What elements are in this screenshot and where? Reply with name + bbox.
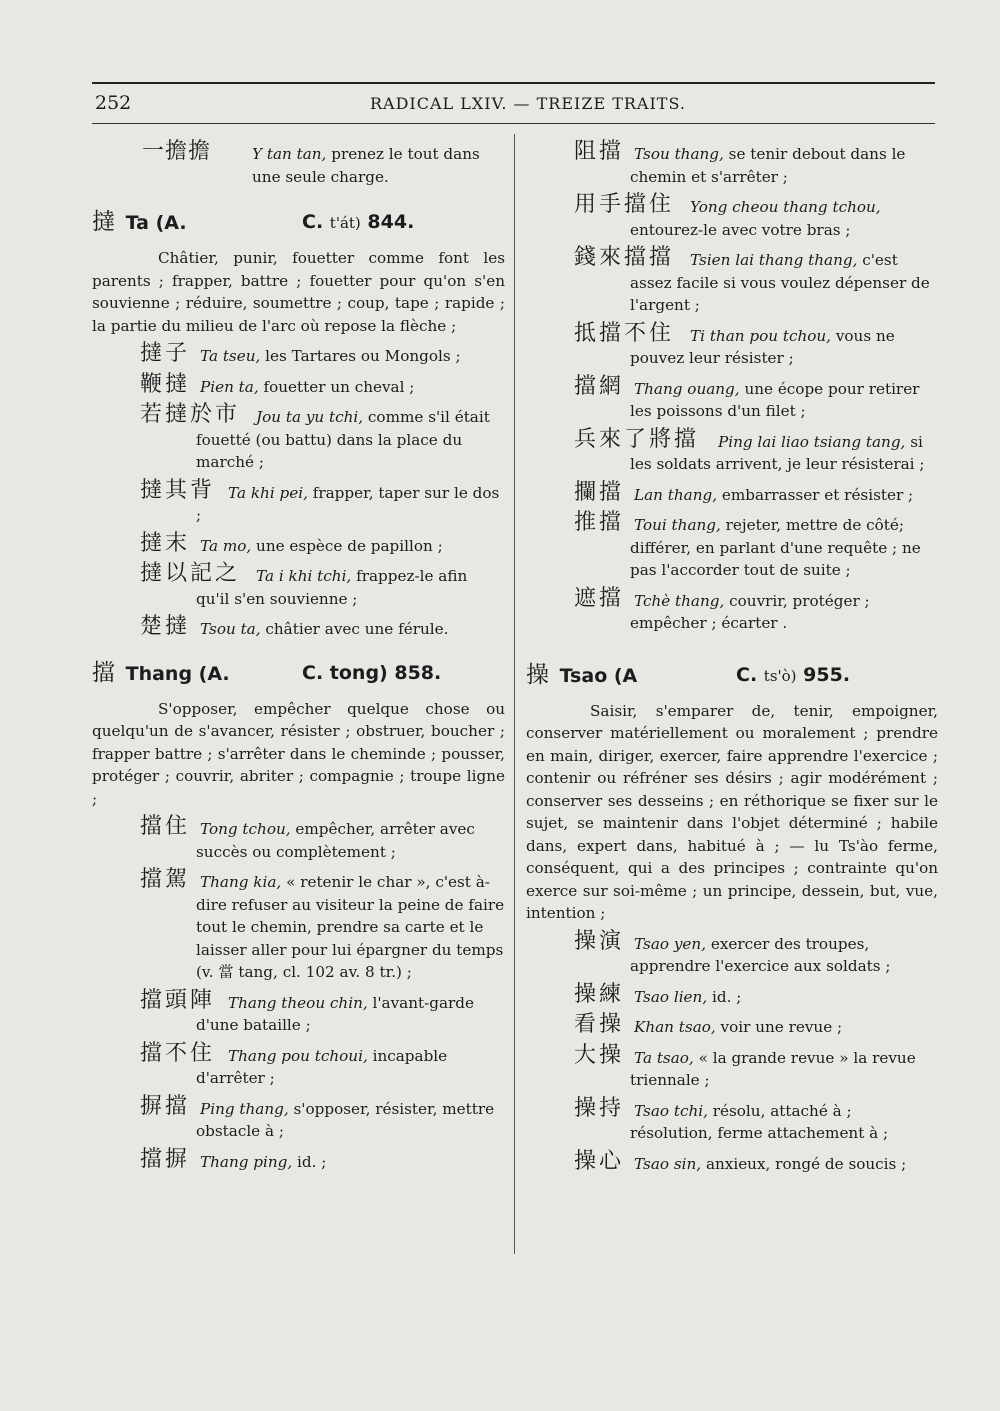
example-chars: 擋不住 <box>140 1040 216 1066</box>
example-roman: Thang pou tchoui, <box>228 1046 368 1065</box>
example-roman: Thang theou chin, <box>228 993 368 1012</box>
example-chars: 用手擋住 <box>574 192 675 217</box>
running-head: RADICAL LXIV. — TREIZE TRAITS. <box>370 94 686 113</box>
example-text: l'avant-garde d'une bataille ; <box>196 993 475 1034</box>
example-roman: Lan thang, <box>634 485 718 504</box>
example-text: id. ; <box>711 987 742 1006</box>
example-chars: 阻擋 <box>574 139 625 164</box>
header-rule <box>92 82 935 84</box>
example-chars: 操演 <box>574 928 625 954</box>
example-text: frapper, taper sur le dos ; <box>196 483 500 524</box>
definition-ta: Châtier, punir, fouetter comme font les parents ; frapper, battre ; fouetter pour qu'on s'en souvienne ; réduire, soumettre ; coup, tape ; rapide ; la partie du milieu de l'arc où repose la flèche ; <box>92 249 505 335</box>
example-chars: 抵擋不住 <box>574 320 675 346</box>
example-chars: 攔擋 <box>574 479 625 505</box>
definition-thang: S'opposer, empêcher quelque chose ou quelqu'un de s'avancer, résister ; obstruer, boucher ; frapper battre ; s'arrêter dans le cheminde ; pousser, protéger ; couvrir, abriter ; compagnie ; troupe ligne ; <box>92 699 505 808</box>
headword-tsao-number: 955. <box>803 663 851 686</box>
top-entry-text2: une seule charge. <box>252 167 389 186</box>
example-text: fouetter un cheval ; <box>263 377 415 396</box>
example-entry <box>92 341 505 368</box>
headword-tsao-code-prefix: C. <box>736 663 758 686</box>
example-text: incapable d'arrêter ; <box>196 1046 448 1087</box>
thang-continued-examples <box>526 139 938 635</box>
example-text: embarrasser et résister ; <box>721 485 914 504</box>
example-entry <box>92 614 505 641</box>
example-text: rejeter, mettre de côté; différer, en parlant d'une requête ; ne pas l'accorder tout de suite ; <box>630 516 921 579</box>
example-entry <box>526 373 938 423</box>
example-roman: Thang kia, <box>200 873 282 891</box>
example-text: frappez-le afin qu'il s'en souvienne ; <box>196 567 468 608</box>
top-entry-roman: Y tan tan, <box>252 145 327 163</box>
example-entry <box>92 867 505 984</box>
example-roman: Tsao lien, <box>634 987 708 1006</box>
example-entry <box>526 139 938 188</box>
example-roman: Ta tsao, <box>634 1048 694 1067</box>
headword-tsao <box>526 661 938 690</box>
example-chars: 擋網 <box>574 373 625 399</box>
example-chars: 撻子 <box>140 341 191 366</box>
example-chars: 大操 <box>574 1042 625 1068</box>
example-chars: 擋駕 <box>140 867 191 892</box>
example-chars: 楚撻 <box>140 614 191 639</box>
example-text: les Tartares ou Mongols ; <box>265 347 461 365</box>
headword-ta-code-prefix: C. <box>302 211 324 233</box>
example-chars: 操心 <box>574 1148 625 1174</box>
column-divider <box>514 134 515 1254</box>
example-roman: Tsao sin, <box>634 1154 702 1173</box>
example-entry <box>526 320 938 370</box>
example-text: empêcher, arrêter avec succès ou complètement ; <box>196 820 475 861</box>
example-entry <box>92 371 505 399</box>
headword-ta-ipa: t'át) <box>329 214 361 232</box>
headword-thang-label: Thang (A. <box>125 662 230 685</box>
example-chars: 若撻於市 <box>140 402 241 427</box>
example-text: résolu, attaché à ; résolution, ferme attachement à ; <box>630 1101 889 1142</box>
example-chars: 鞭撻 <box>140 371 191 397</box>
example-roman: Ping thang, <box>200 1099 289 1118</box>
example-text: voir une revue ; <box>720 1018 843 1036</box>
example-roman: Toui thang, <box>634 516 721 534</box>
example-chars: 撻末 <box>140 530 191 556</box>
example-roman: Tsou ta, <box>200 620 261 638</box>
example-roman: Khan tsao, <box>634 1018 716 1036</box>
example-roman: Tchè thang, <box>634 591 725 610</box>
tsao-examples <box>526 928 938 1176</box>
example-entry <box>92 987 505 1037</box>
top-entry <box>92 139 505 188</box>
headword-tsao-code <box>736 661 850 690</box>
headword-tsao-ipa: ts'ò) <box>763 666 797 685</box>
headword-thang-code-text: C. tong) <box>302 661 388 684</box>
example-text: se tenir debout dans le chemin et s'arrêter ; <box>630 145 906 186</box>
example-entry <box>526 1095 938 1145</box>
top-entry-text1: prenez le tout dans <box>331 145 480 163</box>
example-roman: Thang ouang, <box>634 379 740 398</box>
example-roman: Pien ta, <box>200 377 259 396</box>
example-roman: Tsao tchi, <box>634 1101 708 1120</box>
example-entry <box>526 510 938 582</box>
headword-thang-number: 858. <box>394 661 442 684</box>
example-roman: Yong cheou thang tchou, <box>690 198 881 216</box>
example-entry <box>526 245 938 317</box>
example-roman: Tsao yen, <box>634 934 707 953</box>
example-entry <box>526 192 938 241</box>
example-text: s'opposer, résister, mettre obstacle à ; <box>196 1099 495 1140</box>
example-chars: 兵來了將擋 <box>574 426 700 452</box>
ta-examples <box>92 341 505 641</box>
example-chars: 遮擋 <box>574 585 625 611</box>
example-text: vous ne pouvez leur résister ; <box>630 326 895 367</box>
example-entry <box>92 561 505 610</box>
page-number: 252 <box>95 92 132 114</box>
example-text: entourez-le avec votre bras ; <box>630 220 851 239</box>
example-chars: 摒擋 <box>140 1093 191 1119</box>
example-text: si les soldats arrivent, je leur résisterai ; <box>630 432 925 473</box>
example-roman: Ta tseu, <box>200 347 261 365</box>
example-entry <box>92 1093 505 1143</box>
example-chars: 撻其背 <box>140 477 216 503</box>
example-text: « la grande revue » la revue triennale ; <box>630 1048 916 1089</box>
example-text: châtier avec une férule. <box>265 620 449 638</box>
example-chars: 擋摒 <box>140 1146 191 1172</box>
example-roman: Jou ta yu tchi, <box>256 408 364 426</box>
example-text: une espèce de papillon ; <box>256 536 443 555</box>
headword-thang <box>92 659 505 688</box>
example-chars: 推擋 <box>574 510 625 535</box>
left-column <box>92 139 505 1181</box>
right-column <box>526 139 938 1183</box>
example-entry <box>92 530 505 558</box>
example-text: une écope pour retirer les poissons d'un filet ; <box>630 379 920 420</box>
headword-tsao-label: Tsao (A <box>559 664 638 687</box>
example-entry <box>526 426 938 476</box>
example-roman: Ti than pou tchou, <box>690 326 831 345</box>
example-chars: 看操 <box>574 1012 625 1037</box>
header-rule-lower <box>92 123 935 124</box>
example-entry <box>526 981 938 1009</box>
example-text: couvrir, protéger ; empêcher ; écarter . <box>630 591 870 632</box>
example-entry <box>92 814 505 863</box>
example-chars: 操練 <box>574 981 625 1007</box>
example-roman: Ping lai liao tsiang tang, <box>718 432 906 451</box>
headword-ta <box>92 208 505 237</box>
example-text: id. ; <box>297 1152 327 1171</box>
example-text: exercer des troupes, apprendre l'exercice aux soldats ; <box>630 934 891 975</box>
example-roman: Thang ping, <box>200 1152 293 1171</box>
example-entry <box>526 928 938 978</box>
example-entry <box>92 1040 505 1090</box>
example-entry <box>526 1042 938 1092</box>
headword-thang-code <box>302 659 441 687</box>
example-text: anxieux, rongé de soucis ; <box>705 1154 907 1173</box>
example-roman: Ta mo, <box>200 536 252 555</box>
definition-tsao: Saisir, s'emparer de, tenir, empoigner, conserver matériellement ou moralement ; prendre en main, diriger, exercer, faire apprendre l'exercice ; contenir ou réfréner ses désirs ; agir modérément ; conserver ses desseins ; en réthorique se fixer sur le sujet, se maintenir dans l'objet déterminé ; habile dans, expert dans, habitué à ; — lu Ts'ào ferme, conséquent, qui a des principes ; contrainte qu'on exerce sur soi-même ; un principe, dessein, but, vue, intention ; <box>526 701 938 922</box>
example-entry <box>92 402 505 474</box>
example-chars: 撻以記之 <box>140 561 241 586</box>
example-chars: 擋頭陣 <box>140 987 216 1013</box>
example-roman: Ta i khi tchi, <box>256 567 352 585</box>
example-entry <box>526 1148 938 1176</box>
example-text: comme s'il était fouetté (ou battu) dans la place du marché ; <box>196 408 490 471</box>
example-roman: Ta khi pei, <box>228 483 308 502</box>
example-roman: Tsien lai thang thang, <box>690 251 858 269</box>
example-entry <box>92 477 505 527</box>
example-roman: Tsou thang, <box>634 145 724 163</box>
example-chars: 擋住 <box>140 814 191 839</box>
headword-ta-label: Ta (A. <box>125 212 187 234</box>
headword-ta-number: 844. <box>367 211 415 233</box>
headword-ta-char: 撻 <box>92 209 115 235</box>
example-entry <box>526 479 938 507</box>
example-roman: Tong tchou, <box>200 820 291 838</box>
headword-thang-char: 擋 <box>92 659 115 686</box>
example-chars: 錢來擋擋 <box>574 245 675 270</box>
example-entry <box>526 585 938 635</box>
headword-ta-code <box>302 208 414 237</box>
example-entry <box>92 1146 505 1174</box>
top-entry-chars: 一擔擔 <box>142 139 212 164</box>
example-text: « retenir le char », c'est à-dire refuser au visiteur la peine de faire tout le chemin, prendre sa carte et le laisser aller pour lui épargner du temps (v. 當 tang, cl. 102 av. 8 tr.) ; <box>196 873 505 981</box>
example-chars: 操持 <box>574 1095 625 1121</box>
thang-examples <box>92 814 505 1173</box>
example-entry <box>526 1012 938 1039</box>
example-text: c'est assez facile si vous voulez dépenser de l'argent ; <box>630 251 930 314</box>
headword-tsao-char: 操 <box>526 661 549 688</box>
